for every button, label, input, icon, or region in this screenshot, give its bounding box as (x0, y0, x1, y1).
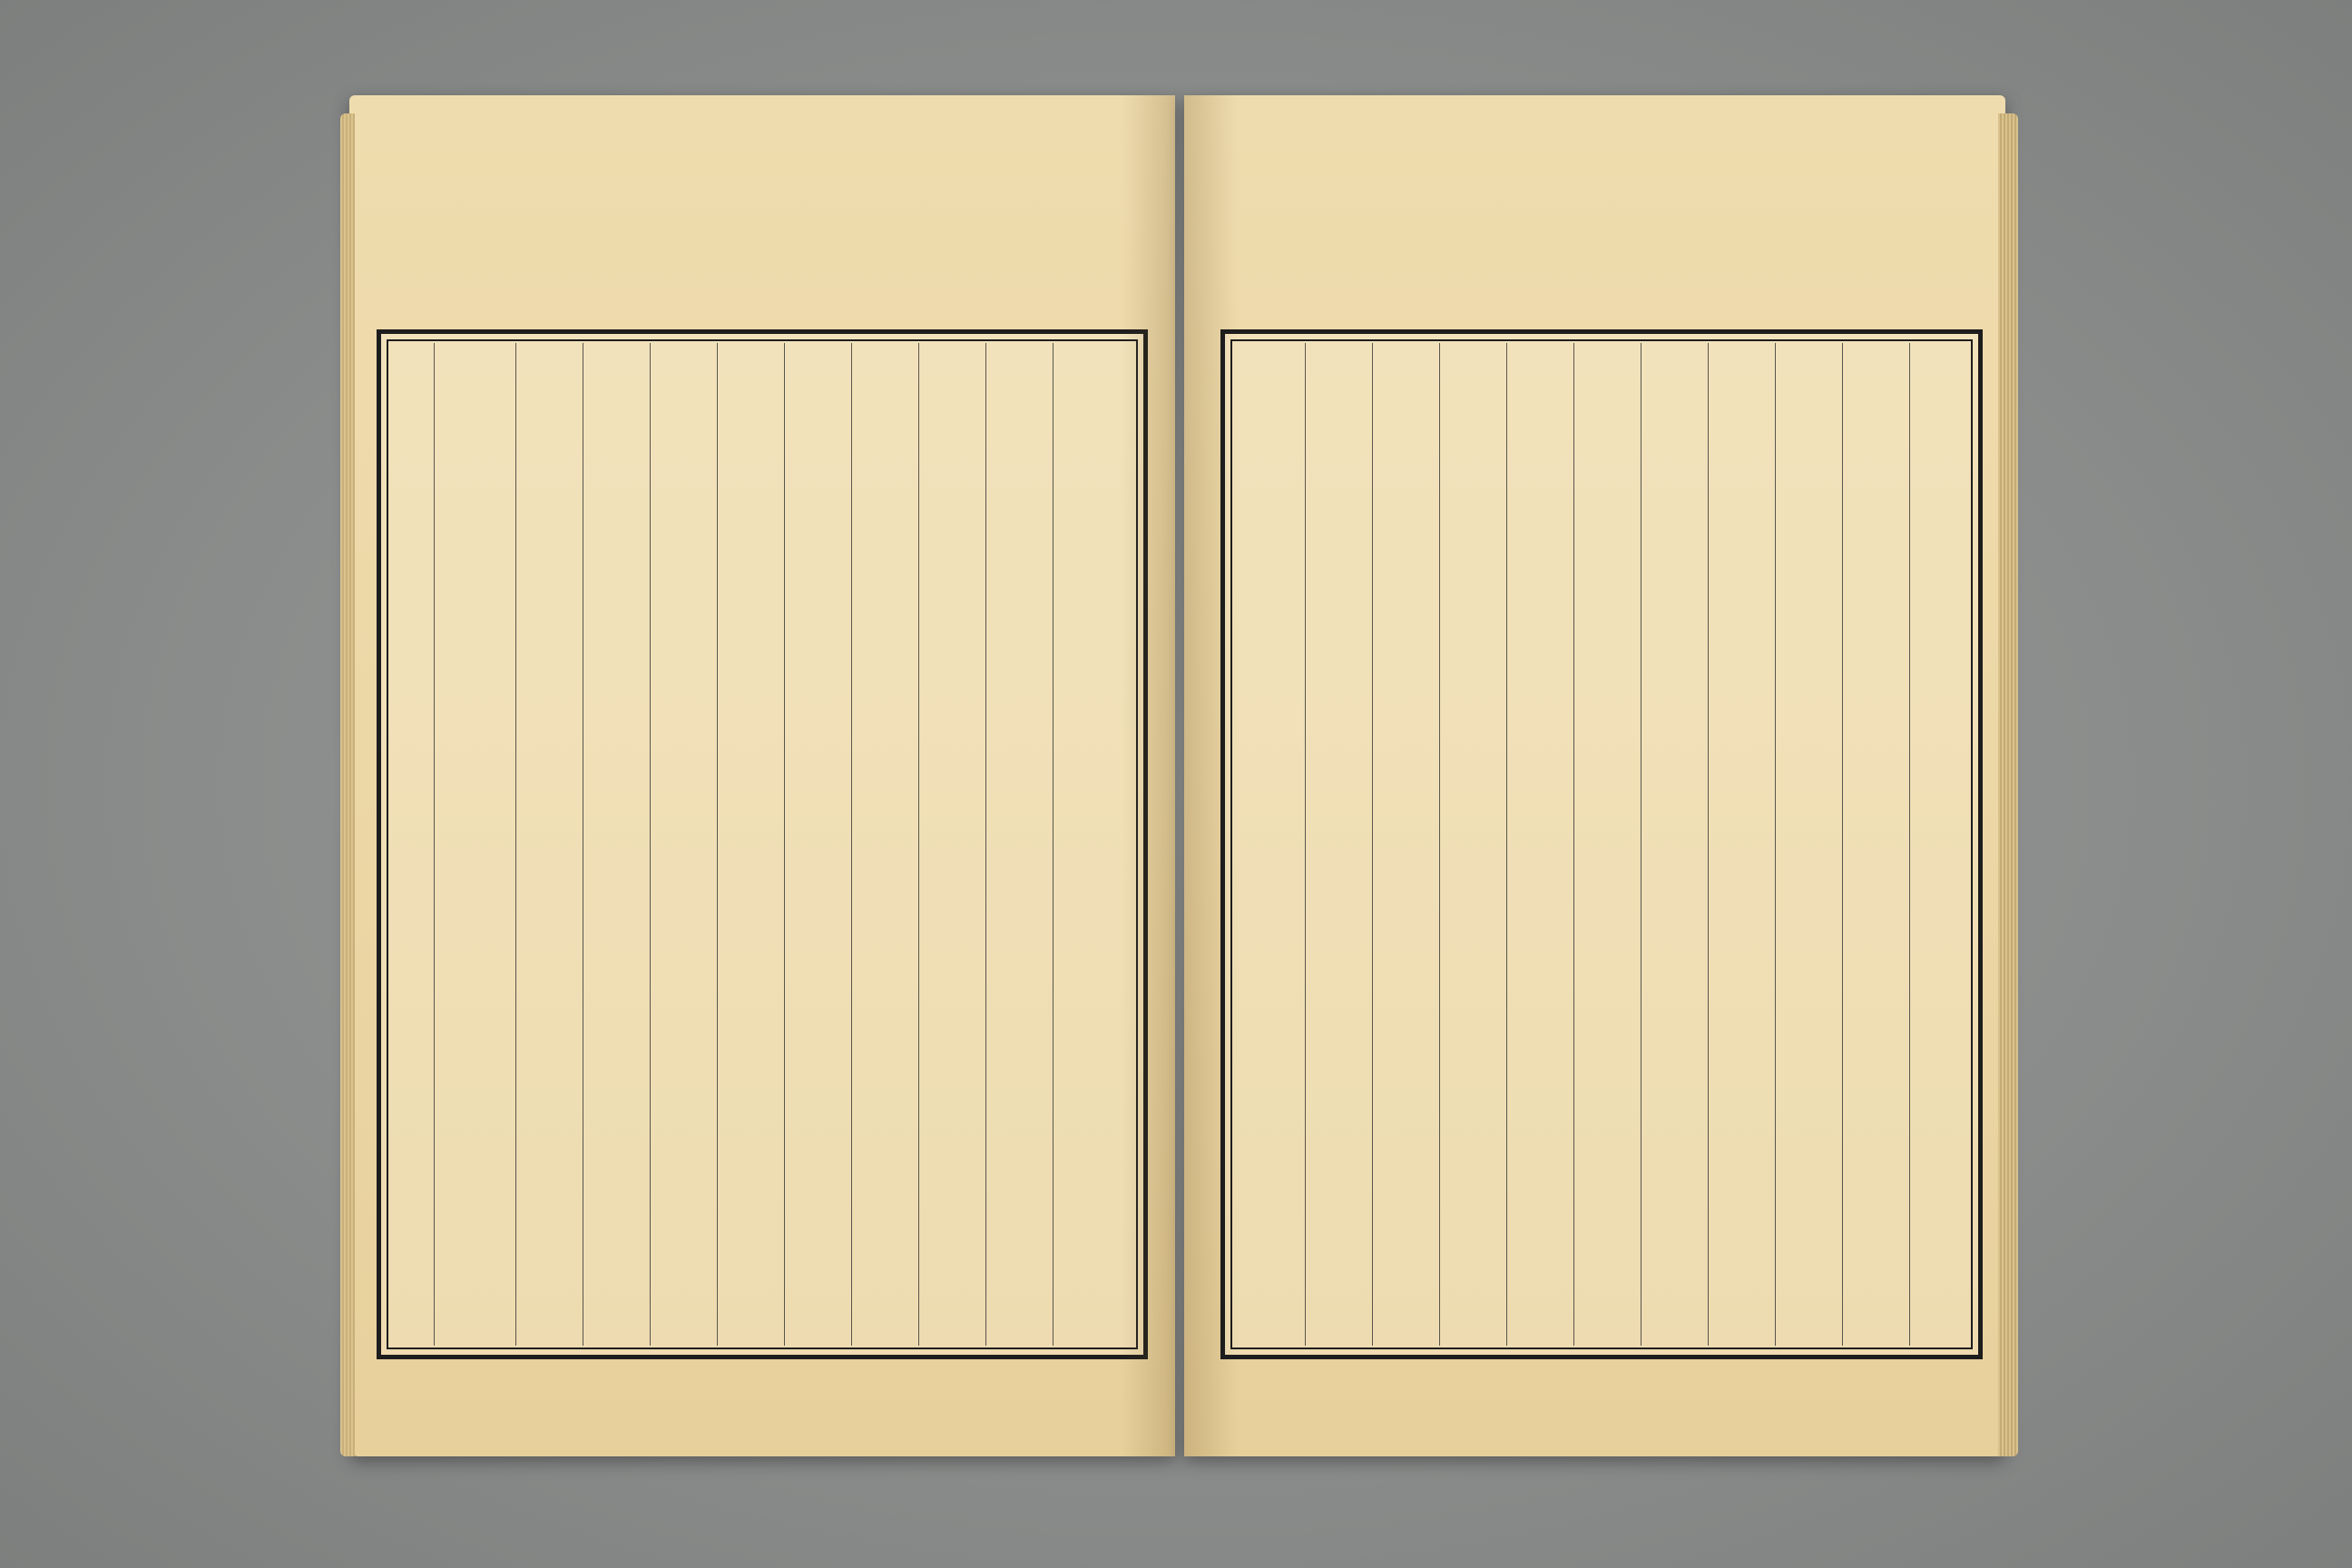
column-rule (1439, 343, 1440, 1346)
column-rule (1708, 343, 1709, 1346)
column-rule (1842, 343, 1843, 1346)
right-text-frame (1220, 329, 1983, 1359)
column-rule (1506, 343, 1507, 1346)
column-rule (1641, 343, 1642, 1346)
page-edges-right (1998, 113, 2018, 1456)
left-text-frame (377, 329, 1148, 1359)
column-rule (1305, 343, 1306, 1346)
column-rule (650, 343, 651, 1346)
column-rule (851, 343, 852, 1346)
column-rule (784, 343, 785, 1346)
column-rule (985, 343, 986, 1346)
left-page (349, 95, 1175, 1456)
page-edges-left (340, 113, 355, 1456)
right-page (1184, 95, 2005, 1456)
column-rule (918, 343, 919, 1346)
column-rule (1909, 343, 1910, 1346)
column-rule (1573, 343, 1574, 1346)
column-rule (515, 343, 516, 1346)
column-rule (717, 343, 718, 1346)
column-rule (1053, 343, 1054, 1346)
column-rule (1775, 343, 1776, 1346)
open-book (349, 95, 2005, 1484)
column-rule (1372, 343, 1373, 1346)
column-rule (434, 343, 435, 1346)
